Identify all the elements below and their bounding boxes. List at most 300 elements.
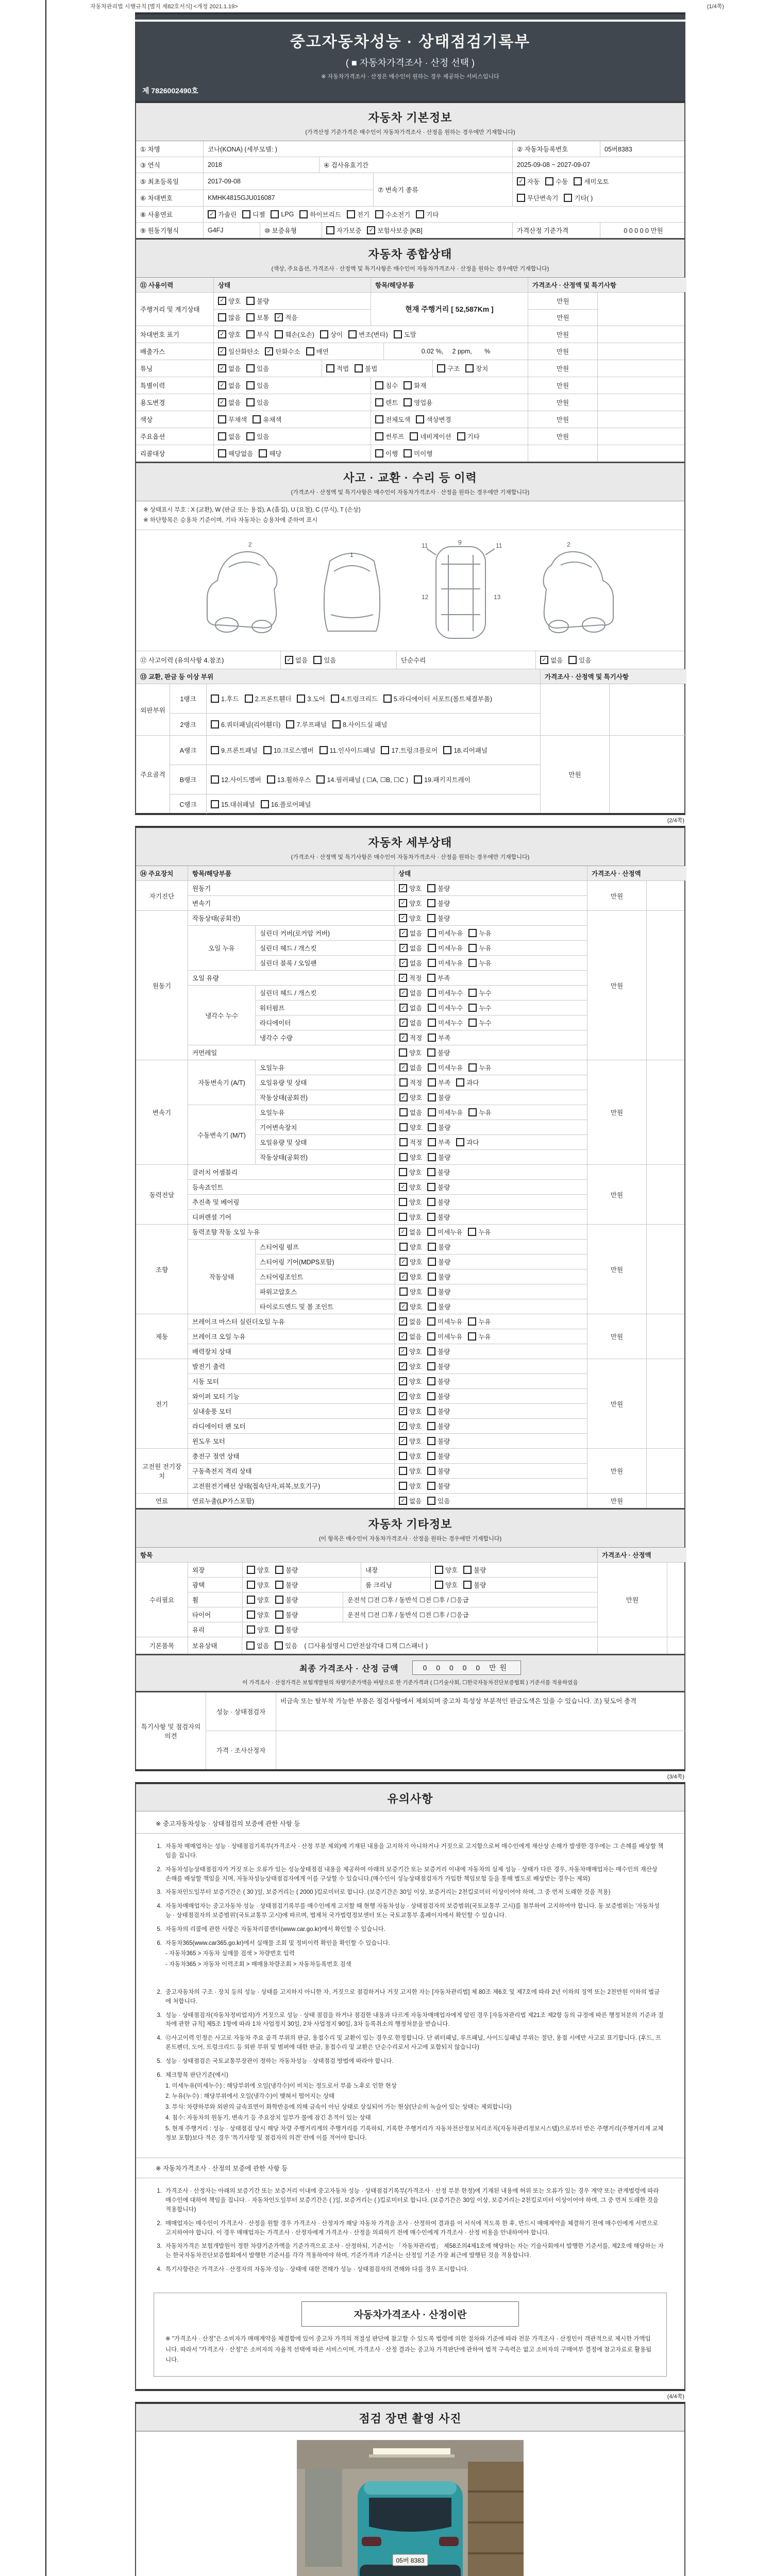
checkbox-label: 2.프론트휀더 xyxy=(255,696,292,703)
checkbox[interactable] xyxy=(428,1063,463,1072)
checkbox[interactable] xyxy=(545,177,568,186)
checkbox[interactable] xyxy=(375,398,398,407)
checkbox-label: 상이 xyxy=(330,331,343,338)
checkbox-box xyxy=(320,330,328,338)
checkbox-checked[interactable] xyxy=(399,913,422,923)
table-row xyxy=(136,735,540,813)
checkbox-checked[interactable] xyxy=(218,398,241,407)
checkbox-label: 불량 xyxy=(438,1184,450,1192)
checkbox[interactable] xyxy=(410,432,451,441)
checkbox-label: 불량 xyxy=(285,1582,298,1589)
price-cell: 만원 xyxy=(528,360,597,377)
checkbox[interactable] xyxy=(428,958,463,968)
checkbox[interactable] xyxy=(404,398,432,407)
checkbox[interactable] xyxy=(568,655,591,665)
checkbox-group xyxy=(213,445,371,462)
checkbox-tail-note: ( ☐사용설명서 ☐안전삼각대 ☐잭 ☐스패너 ) xyxy=(304,1642,428,1650)
column-header: 가격조사 · 산정액 xyxy=(587,866,686,880)
checkbox[interactable] xyxy=(286,720,327,729)
checkbox[interactable] xyxy=(428,1138,450,1147)
cell-group xyxy=(188,1563,597,1637)
checkbox-label: 전체도색 xyxy=(385,416,411,423)
checkbox-box xyxy=(428,1123,436,1131)
checkbox[interactable] xyxy=(326,226,361,235)
checkbox-box xyxy=(428,1287,436,1296)
checkbox[interactable] xyxy=(261,800,311,809)
checkbox-checked[interactable] xyxy=(399,1496,422,1505)
checkbox-group xyxy=(206,714,541,735)
price-cell: 만원 xyxy=(587,911,646,1060)
checkbox[interactable] xyxy=(427,973,450,982)
checkbox[interactable] xyxy=(427,1436,450,1446)
field-label: 색상 xyxy=(140,416,153,423)
checkbox-label: 양호 xyxy=(409,1408,422,1416)
table-row xyxy=(256,1075,587,1090)
checkbox[interactable] xyxy=(316,775,408,784)
checkbox[interactable] xyxy=(443,745,488,755)
checkbox[interactable] xyxy=(456,1138,479,1147)
checkbox[interactable] xyxy=(320,745,376,755)
checkbox[interactable] xyxy=(399,1153,422,1162)
checkbox[interactable] xyxy=(564,193,593,202)
checkbox-checked[interactable] xyxy=(208,210,237,219)
table-row xyxy=(188,1239,587,1314)
checkbox-box: ✓ xyxy=(399,1302,408,1311)
checkbox-checked[interactable] xyxy=(399,1332,422,1341)
checkbox[interactable] xyxy=(320,330,343,339)
checkbox[interactable] xyxy=(427,1212,450,1222)
checkbox[interactable] xyxy=(211,694,239,703)
column-header: ⑪ 사용이력 xyxy=(136,278,213,292)
checkbox[interactable] xyxy=(246,364,269,373)
checkbox[interactable] xyxy=(399,1481,422,1490)
checkbox[interactable] xyxy=(355,364,377,373)
checkbox[interactable] xyxy=(247,1580,270,1589)
checkbox[interactable] xyxy=(275,330,314,339)
checkbox[interactable] xyxy=(428,1078,450,1087)
checkbox[interactable] xyxy=(428,1123,450,1132)
checkbox[interactable] xyxy=(468,1227,491,1236)
photo-section-title: 점검 장면 촬영 사진 xyxy=(359,2412,462,2425)
checkbox[interactable] xyxy=(437,364,460,373)
checkbox-box xyxy=(399,1482,407,1490)
field-label: 작동상태(공회전) xyxy=(260,1154,308,1162)
checkbox[interactable] xyxy=(299,210,341,219)
checkbox-label: 양호 xyxy=(410,1244,423,1251)
checkbox[interactable] xyxy=(574,177,609,186)
checkbox[interactable] xyxy=(246,432,269,441)
checkbox-label: 3.도어 xyxy=(307,696,325,703)
checkbox-checked[interactable] xyxy=(218,296,241,306)
checkbox[interactable] xyxy=(427,1317,462,1326)
checkbox-box xyxy=(468,1004,477,1012)
checkbox[interactable] xyxy=(399,1451,422,1461)
checkbox-checked[interactable] xyxy=(399,1093,422,1102)
checkbox-checked[interactable] xyxy=(399,884,422,893)
checkbox[interactable] xyxy=(247,1565,270,1574)
car-front-view-icon xyxy=(313,537,391,646)
checkbox[interactable] xyxy=(463,1565,486,1574)
checkbox[interactable] xyxy=(381,745,438,755)
checkbox-label: 양호 xyxy=(410,1303,423,1311)
checkbox-checked[interactable] xyxy=(218,381,241,390)
field-label: 실린더 블록 / 오일팬 xyxy=(260,960,317,968)
checkbox[interactable] xyxy=(267,775,311,784)
checkbox[interactable] xyxy=(242,210,265,219)
checkbox-checked[interactable] xyxy=(399,1003,422,1012)
checkbox[interactable] xyxy=(211,720,280,729)
checkbox-label: 미세누유 xyxy=(438,945,463,953)
checkbox[interactable] xyxy=(457,432,480,441)
checkbox[interactable] xyxy=(218,432,241,441)
checkbox[interactable] xyxy=(211,775,261,784)
final-price-note: 이 가격조사 · 산정가격은 보험개발원의 차량기준가액을 바탕으로 한 기준가격과 ( ☐기술사회, ☐한국자동차진단보증협회 ) 기준서를 적용하였음 xyxy=(242,1680,578,1686)
checkbox-label: 불량 xyxy=(438,1274,451,1281)
checkbox[interactable] xyxy=(465,364,488,373)
checkbox-group xyxy=(213,360,322,377)
price-cell: 만원 xyxy=(587,1449,646,1493)
checkbox[interactable] xyxy=(275,1610,298,1619)
checkbox-checked[interactable] xyxy=(399,1347,422,1356)
checkbox-box xyxy=(427,1482,435,1490)
checkbox-label: 적법 xyxy=(337,365,349,372)
checkbox[interactable] xyxy=(399,1108,422,1117)
checkbox[interactable] xyxy=(427,1048,450,1057)
table-row xyxy=(188,1344,587,1359)
checkbox[interactable] xyxy=(428,928,463,938)
checkbox-label: 양호 xyxy=(410,1274,423,1281)
table-row xyxy=(256,1000,587,1015)
checkbox-box: ✓ xyxy=(399,929,408,937)
checkbox-label: 19.패키지트레이 xyxy=(424,776,470,784)
checkbox-label: 양호 xyxy=(257,1582,270,1589)
checkbox-checked[interactable] xyxy=(285,655,308,665)
table-row xyxy=(256,1149,587,1164)
empty-cell xyxy=(276,1731,687,1769)
checkbox[interactable] xyxy=(275,1595,298,1604)
checkbox[interactable] xyxy=(428,1257,450,1266)
table-row xyxy=(256,940,587,955)
field-value: 현재 주행거리 [ 52,587Km ] xyxy=(371,293,528,326)
checkbox-group xyxy=(394,1195,587,1209)
checkbox-checked[interactable] xyxy=(399,1182,422,1192)
checkbox[interactable] xyxy=(427,1362,450,1371)
checkbox[interactable] xyxy=(427,1197,450,1207)
checkbox[interactable] xyxy=(211,800,255,809)
checkbox-label: 양호 xyxy=(228,331,241,338)
checkbox[interactable] xyxy=(427,1332,462,1341)
checkbox-checked[interactable] xyxy=(399,928,422,938)
checkbox-group xyxy=(535,651,686,669)
checkbox[interactable] xyxy=(404,381,426,390)
checkbox[interactable] xyxy=(218,415,247,424)
field-label: 차대번호 표기 xyxy=(140,331,179,338)
checkbox-checked[interactable] xyxy=(399,1436,422,1446)
checkbox-checked[interactable] xyxy=(367,226,422,235)
checkbox[interactable] xyxy=(218,313,241,322)
notice-item xyxy=(154,1988,664,2007)
checkbox[interactable] xyxy=(416,415,451,424)
checkbox[interactable] xyxy=(246,381,269,390)
checkbox-label: 양호 xyxy=(409,1169,422,1177)
checkbox-checked[interactable] xyxy=(399,1421,422,1431)
checkbox[interactable] xyxy=(246,296,269,306)
checkbox-label: 매연 xyxy=(316,348,329,355)
checkbox-box xyxy=(416,210,424,218)
checkbox[interactable] xyxy=(313,655,336,665)
checkbox[interactable] xyxy=(399,1197,422,1207)
checkbox[interactable] xyxy=(427,1466,450,1476)
notice-item-number: 4. xyxy=(157,2266,162,2273)
field-label: 타이어 xyxy=(192,1612,211,1619)
checkbox[interactable] xyxy=(416,210,439,219)
checkbox[interactable] xyxy=(399,1167,422,1177)
checkbox[interactable] xyxy=(326,364,349,373)
checkbox[interactable] xyxy=(468,1332,491,1341)
checkbox-checked[interactable] xyxy=(218,330,241,339)
checkbox[interactable] xyxy=(375,449,398,458)
checkbox-box: ✓ xyxy=(399,1019,408,1027)
checkbox-box xyxy=(427,1332,435,1341)
checkbox[interactable] xyxy=(428,1272,450,1281)
checkbox[interactable] xyxy=(463,1580,486,1589)
checkbox-checked[interactable] xyxy=(399,1317,422,1326)
group-label: 주요골격 xyxy=(140,771,165,779)
checkbox-checked[interactable] xyxy=(218,347,259,356)
car-damage-diagram xyxy=(136,530,684,651)
checkbox[interactable] xyxy=(375,381,398,390)
checkbox[interactable] xyxy=(468,1108,491,1117)
checkbox[interactable] xyxy=(427,1481,450,1490)
checkbox[interactable] xyxy=(399,1123,422,1132)
checkbox[interactable] xyxy=(271,210,294,218)
checkbox[interactable] xyxy=(247,1610,270,1619)
checkbox-box: ✓ xyxy=(275,313,283,321)
field-label: 구동축전지 격리 상태 xyxy=(192,1468,252,1476)
checkbox-box xyxy=(427,1048,435,1057)
page-4 xyxy=(135,2402,685,2576)
checkbox-checked[interactable] xyxy=(265,347,300,356)
checkbox-checked[interactable] xyxy=(399,1018,422,1027)
checkbox[interactable] xyxy=(428,988,463,997)
checkbox-label: 양호 xyxy=(409,1483,422,1490)
checkbox[interactable] xyxy=(414,775,470,784)
checkbox[interactable] xyxy=(427,1227,462,1236)
checkbox-checked[interactable] xyxy=(540,655,563,665)
checkbox[interactable] xyxy=(427,1496,450,1505)
checkbox[interactable] xyxy=(456,1078,479,1087)
field-label: 동력조향 작동 오일 누유 xyxy=(192,1229,260,1236)
checkbox[interactable] xyxy=(517,193,558,202)
checkbox-label: 양호 xyxy=(409,1378,422,1386)
checkbox-box xyxy=(427,974,435,982)
price-cell: 만원 xyxy=(528,394,597,411)
checkbox[interactable] xyxy=(218,449,253,458)
checkbox[interactable] xyxy=(468,943,491,953)
checkbox-box: ✓ xyxy=(265,347,273,355)
checkbox[interactable] xyxy=(247,1595,270,1604)
checkbox[interactable] xyxy=(468,958,491,968)
checkbox-label: 침수 xyxy=(385,382,398,389)
checkbox[interactable] xyxy=(404,449,432,458)
checkbox[interactable] xyxy=(427,1167,450,1177)
checkbox-checked[interactable] xyxy=(399,1227,422,1236)
checkbox[interactable] xyxy=(246,1641,269,1650)
checkbox-checked[interactable] xyxy=(399,1257,422,1266)
checkbox[interactable] xyxy=(347,210,369,219)
document-subtitle: ( ■ 자동차가격조사 · 산정 선택 ) xyxy=(345,58,475,68)
checkbox[interactable] xyxy=(435,1580,458,1589)
checkbox[interactable] xyxy=(428,943,463,953)
checkbox[interactable] xyxy=(428,1302,450,1311)
checkbox[interactable] xyxy=(399,1138,422,1147)
checkbox[interactable] xyxy=(428,1242,450,1251)
checkbox-group xyxy=(394,881,587,895)
checkbox[interactable] xyxy=(468,988,491,997)
checkbox[interactable] xyxy=(468,1317,491,1326)
checkbox[interactable] xyxy=(427,913,450,923)
checkbox[interactable] xyxy=(246,330,269,339)
checkbox[interactable] xyxy=(348,330,388,339)
checkbox[interactable] xyxy=(468,1063,491,1072)
checkbox-box xyxy=(428,1153,436,1161)
checkbox[interactable] xyxy=(399,1212,422,1222)
checkbox[interactable] xyxy=(246,313,269,322)
checkbox-checked[interactable] xyxy=(399,899,422,908)
checkbox[interactable] xyxy=(297,694,325,703)
checkbox[interactable] xyxy=(246,398,269,407)
checkbox[interactable] xyxy=(468,1003,491,1012)
checkbox[interactable] xyxy=(427,899,450,908)
checkbox[interactable] xyxy=(211,745,258,755)
notice-item-number: 4. xyxy=(157,2035,162,2042)
checkbox[interactable] xyxy=(263,745,314,755)
checkbox[interactable] xyxy=(394,330,416,339)
checkbox-checked[interactable] xyxy=(399,1406,422,1416)
checkbox[interactable] xyxy=(275,1580,298,1589)
checkbox[interactable] xyxy=(399,1466,422,1476)
checkbox-label: 누수 xyxy=(479,990,492,997)
checkbox-checked[interactable] xyxy=(399,1302,422,1311)
checkbox[interactable] xyxy=(427,1347,450,1356)
field-label: 실린더 헤드 / 개스킷 xyxy=(260,990,317,997)
checkbox-box xyxy=(331,694,339,703)
checkbox-checked[interactable] xyxy=(399,1392,422,1401)
empty-cell xyxy=(597,411,686,428)
checkbox[interactable] xyxy=(427,884,450,893)
checkbox-checked[interactable] xyxy=(399,1362,422,1371)
checkbox[interactable] xyxy=(427,1421,450,1431)
checkbox-checked[interactable] xyxy=(399,1272,422,1281)
checkbox[interactable] xyxy=(375,415,410,424)
cell-group xyxy=(206,1692,686,1769)
checkbox-checked[interactable] xyxy=(517,177,540,186)
checkbox[interactable] xyxy=(427,1377,450,1386)
checkbox[interactable] xyxy=(375,210,410,219)
checkbox[interactable] xyxy=(275,1641,297,1650)
checkbox[interactable] xyxy=(428,1003,463,1012)
checkbox[interactable] xyxy=(427,1182,450,1192)
checkbox[interactable] xyxy=(259,449,281,458)
inspection-photo xyxy=(297,2440,524,2576)
checkbox[interactable] xyxy=(275,1625,298,1634)
checkbox[interactable] xyxy=(399,1048,422,1057)
checkbox[interactable] xyxy=(428,1287,450,1296)
group-label: 자동변속기 (A/T) xyxy=(198,1079,245,1087)
checkbox-checked[interactable] xyxy=(275,313,297,322)
checkbox-group xyxy=(395,1120,588,1134)
checkbox-group xyxy=(322,223,512,238)
checkbox[interactable] xyxy=(428,1108,463,1117)
checkbox[interactable] xyxy=(427,1406,450,1416)
checkbox-checked[interactable] xyxy=(399,1377,422,1386)
checkbox-checked[interactable] xyxy=(399,973,422,982)
checkbox[interactable] xyxy=(383,694,492,703)
checkbox-label: 없음 xyxy=(228,365,241,372)
checkbox-label: 무단변속기 xyxy=(527,195,559,202)
field-value: 0 0 0 0 0 만원 xyxy=(600,223,686,238)
checkbox[interactable] xyxy=(427,1451,450,1461)
checkbox[interactable] xyxy=(435,1565,458,1574)
checkbox-label: 렌트 xyxy=(385,399,398,406)
checkbox[interactable] xyxy=(468,1018,491,1027)
column-header: 항목/해당부품 xyxy=(188,866,394,880)
checkbox-label: 없음 xyxy=(410,990,423,997)
checkbox[interactable] xyxy=(331,694,378,703)
checkbox-checked[interactable] xyxy=(399,988,422,997)
checkbox[interactable] xyxy=(399,1242,422,1251)
checkbox-label: 없음 xyxy=(550,657,563,665)
checkbox[interactable] xyxy=(332,720,387,729)
checkbox[interactable] xyxy=(428,1153,450,1162)
checkbox[interactable] xyxy=(306,347,329,356)
checkbox-box: ✓ xyxy=(399,914,407,922)
checkbox-checked[interactable] xyxy=(218,364,241,373)
field-label: ⑨ 원동기형식 xyxy=(140,227,179,234)
checkbox[interactable] xyxy=(399,1078,422,1087)
checkbox-label: 양호 xyxy=(409,1468,422,1476)
checkbox[interactable] xyxy=(428,1018,463,1027)
checkbox-checked[interactable] xyxy=(399,1033,422,1042)
checkbox-group xyxy=(213,394,371,411)
field-value: 0.02 %, 2 ppm, % xyxy=(383,343,528,360)
checkbox[interactable] xyxy=(253,415,281,424)
checkbox[interactable] xyxy=(468,928,491,938)
checkbox-box xyxy=(246,364,255,372)
checkbox-label: 있음 xyxy=(579,657,592,665)
checkbox[interactable] xyxy=(428,1033,450,1042)
checkbox[interactable] xyxy=(427,1392,450,1401)
overall-condition-table xyxy=(136,278,684,462)
checkbox-box: ✓ xyxy=(218,330,226,338)
checkbox-label: 없음 xyxy=(410,1020,423,1027)
notice-item xyxy=(154,1902,664,1921)
checkbox[interactable] xyxy=(247,1625,270,1634)
checkbox-box: ✓ xyxy=(399,1497,407,1505)
checkbox-box xyxy=(297,694,305,703)
checkbox[interactable] xyxy=(245,694,292,703)
checkbox-label: 양호 xyxy=(257,1612,270,1619)
checkbox-box xyxy=(246,330,255,338)
checkbox[interactable] xyxy=(428,1093,450,1102)
checkbox-checked[interactable] xyxy=(399,958,422,968)
checkbox-box xyxy=(355,364,363,372)
checkbox-checked[interactable] xyxy=(399,1063,422,1072)
checkbox-checked[interactable] xyxy=(399,943,422,953)
checkbox[interactable] xyxy=(275,1565,298,1574)
checkbox[interactable] xyxy=(375,432,404,441)
checkbox[interactable] xyxy=(399,1287,422,1296)
